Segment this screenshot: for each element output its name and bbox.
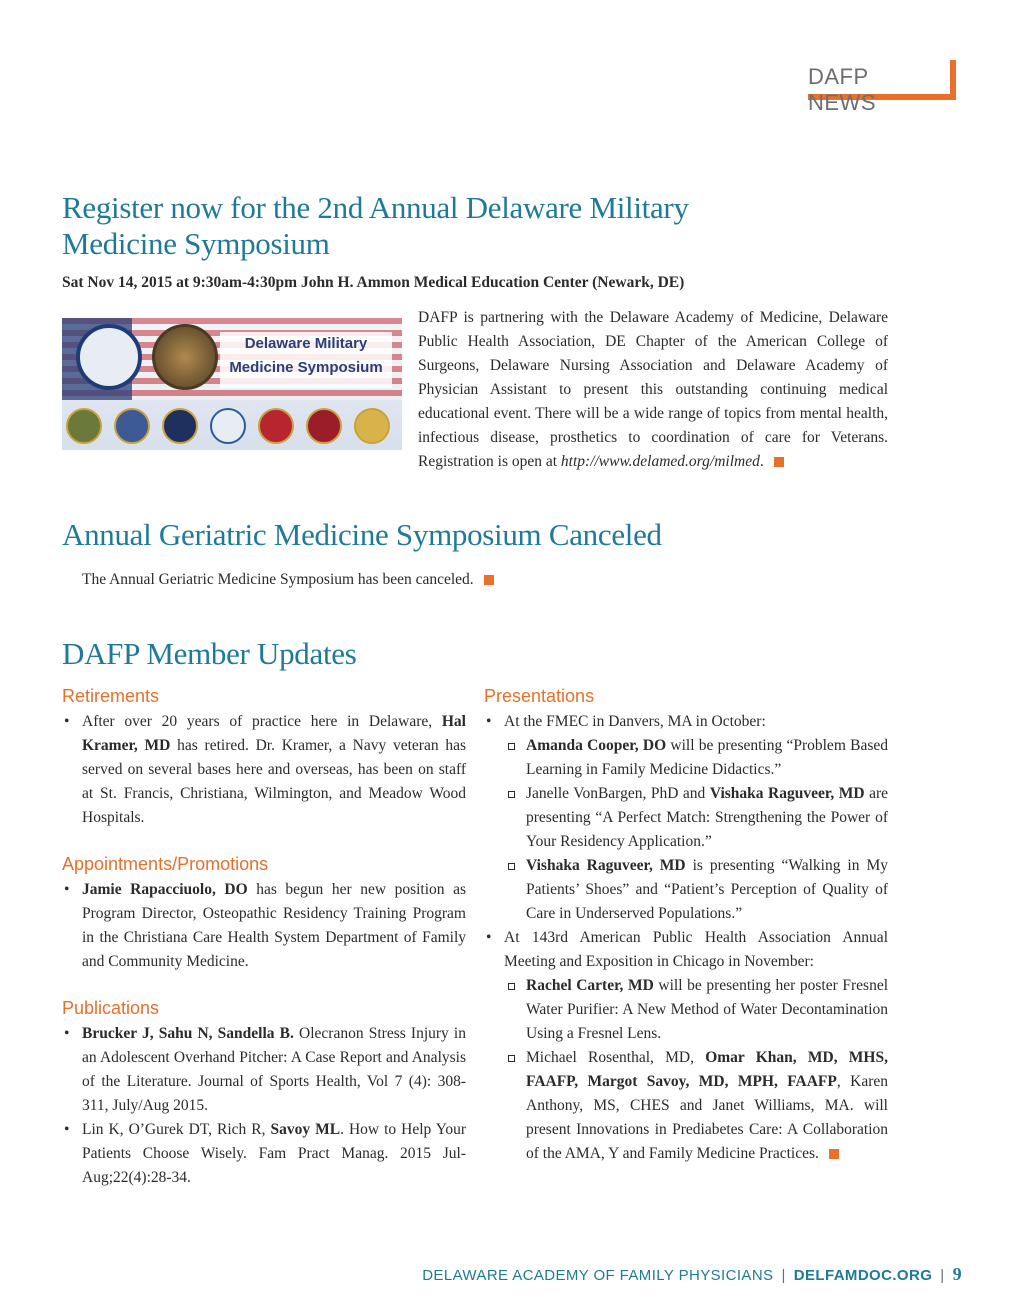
item-name: Vishaka Raguveer, MD: [526, 857, 686, 874]
symposium-banner-image: [62, 318, 402, 450]
national-guard-emblem-icon: [306, 408, 342, 444]
item-name: Omar Khan, MD, MHS, FAAFP, Margot Savoy, MD, MPH, FAAFP: [526, 1049, 888, 1090]
item-text: are presenting “A Perfect Match: Strengthening the Power of Your Residency Application.”: [526, 785, 888, 850]
list-item: [62, 1118, 466, 1190]
medical-seal-icon: [152, 324, 218, 390]
item-text: will be presenting her poster Fresnel Water Purifier: A New Method of Water Decontamination Using a Fresnel Lens.: [526, 977, 889, 1042]
item-name: Jamie Rapacciuolo, DO: [82, 881, 248, 898]
navy-emblem-icon: [162, 408, 198, 444]
reserve-emblem-icon: [354, 408, 390, 444]
military-symposium-body: [418, 306, 888, 474]
left-column: [62, 684, 466, 1190]
geriatric-symposium-body: [82, 568, 494, 592]
footer-separator: |: [781, 1267, 786, 1284]
marines-emblem-icon: [258, 408, 294, 444]
item-text: At the FMEC in Danvers, MA in October:: [504, 713, 766, 730]
item-text: Lin K, O’Gurek DT, Rich R,: [82, 1121, 271, 1138]
end-mark-icon: [829, 1149, 839, 1159]
body-end: .: [759, 453, 764, 470]
page-footer: [422, 1264, 962, 1285]
item-text: At 143rd American Public Health Association Annual Meeting and Exposition in Chicago in November:: [504, 929, 888, 970]
retirements-list: [62, 710, 466, 830]
item-text: has retired. Dr. Kramer, a Navy veteran has served on several bases here and overseas, has been on staff at St. Francis, Christiana, Wilmington, and Meadow Wood Hospitals.: [82, 737, 467, 826]
air-force-emblem-icon: [114, 408, 150, 444]
item-text: . How to Help Your Patients Choose Wisely. Fam Pract Manag. 2015 Jul-Aug;22(4):28-34.: [82, 1121, 467, 1186]
item-name: Vishaka Raguveer, MD: [709, 785, 865, 802]
appointments-heading: Appointments/Promotions: [62, 854, 269, 874]
body-text: DAFP is partnering with the Delaware Academy of Medicine, Delaware Public Health Association, DE Chapter of the American College of Surgeons, Delaware Nursing Association and Delaware Academy of Physician Assistant to present this outstanding continuing medical educational event. There will be a wide range of topics from mental health, infectious disease, prosthetics to coordination of care for Veterans. Registration is open at: [418, 309, 888, 470]
presentations-list: [484, 710, 888, 1166]
presentations-heading: Presentations: [484, 686, 595, 706]
item-text: Janelle VonBargen, PhD and: [526, 785, 710, 802]
banner-title-line-1: Delaware Military: [244, 335, 368, 352]
list-item: [62, 1022, 466, 1118]
item-text: , Karen Anthony, MS, CHES and Janet Williams, MA. will present Innovations in Prediabetes Care: A Collaboration of the AMA, Y and Family Medicine Practices.: [526, 1073, 888, 1162]
page-number: 9: [952, 1264, 962, 1284]
list-item: [62, 710, 466, 830]
section-tab: [808, 60, 956, 115]
footer-org: DELAWARE ACADEMY OF FAMILY PHYSICIANS: [422, 1267, 774, 1284]
item-text: Olecranon Stress Injury in an Adolescent Overhand Pitcher: A Case Report and Analysis of the Literature. Journal of Sports Health, Vol 7 (4): 308-311, July/Aug 2015.: [82, 1025, 466, 1114]
list-item: [62, 878, 466, 974]
list-item: [484, 710, 888, 734]
footer-website-link[interactable]: DELFAMDOC.ORG: [793, 1267, 933, 1284]
army-emblem-icon: [66, 408, 102, 444]
item-text: will be presenting “Problem Based Learning in Family Medicine Didactics.”: [526, 737, 889, 778]
title-line-2: Medicine Symposium: [62, 226, 330, 261]
item-text: After over 20 years of practice here in Delaware,: [82, 713, 442, 730]
list-subitem: [484, 854, 888, 926]
item-name: Savoy ML: [270, 1121, 341, 1138]
publications-list: [62, 1022, 466, 1190]
appointments-list: [62, 878, 466, 974]
list-subitem: [484, 1046, 888, 1166]
publications-heading: Publications: [62, 998, 160, 1018]
item-name: Rachel Carter, MD: [526, 977, 654, 994]
list-item: [484, 926, 888, 974]
title-line-1: Register now for the 2nd Annual Delaware Military: [62, 190, 689, 225]
list-subitem: [484, 974, 888, 1046]
item-text: Michael Rosenthal, MD,: [526, 1049, 706, 1066]
item-text: has begun her new position as Program Director, Osteopathic Residency Training Program in the Christiana Care Health System Department of Family and Community Medicine.: [82, 881, 466, 970]
body-text: The Annual Geriatric Medicine Symposium has been canceled.: [82, 571, 474, 588]
coast-guard-emblem-icon: [210, 408, 246, 444]
item-name: Brucker J, Sahu N, Sandella B.: [82, 1025, 294, 1042]
list-subitem: [484, 782, 888, 854]
end-mark-icon: [484, 575, 494, 585]
item-text: is presenting “Walking in My Patients’ Shoes” and “Patient’s Perception of Quality of Care in Underserved Populations.”: [526, 857, 888, 922]
retirements-heading: Retirements: [62, 686, 160, 706]
event-details: Sat Nov 14, 2015 at 9:30am-4:30pm John H. Ammon Medical Education Center (Newark, DE): [62, 274, 685, 291]
banner-title: [220, 332, 392, 388]
item-name: Amanda Cooper, DO: [526, 737, 667, 754]
academy-seal-icon: [76, 324, 142, 390]
banner-title-line-2: Medicine Symposium: [229, 359, 383, 376]
military-symposium-title: [62, 190, 822, 262]
section-label: DAFP NEWS: [808, 64, 876, 115]
registration-link[interactable]: http://www.delamed.org/milmed: [560, 453, 760, 470]
list-subitem: [484, 734, 888, 782]
footer-separator: |: [940, 1267, 945, 1284]
item-name: Hal Kramer, MD: [82, 713, 466, 754]
end-mark-icon: [774, 457, 784, 467]
member-updates-title: DAFP Member Updates: [62, 636, 357, 671]
geriatric-symposium-title: Annual Geriatric Medicine Symposium Canceled: [62, 517, 662, 552]
right-column: [484, 684, 888, 1166]
